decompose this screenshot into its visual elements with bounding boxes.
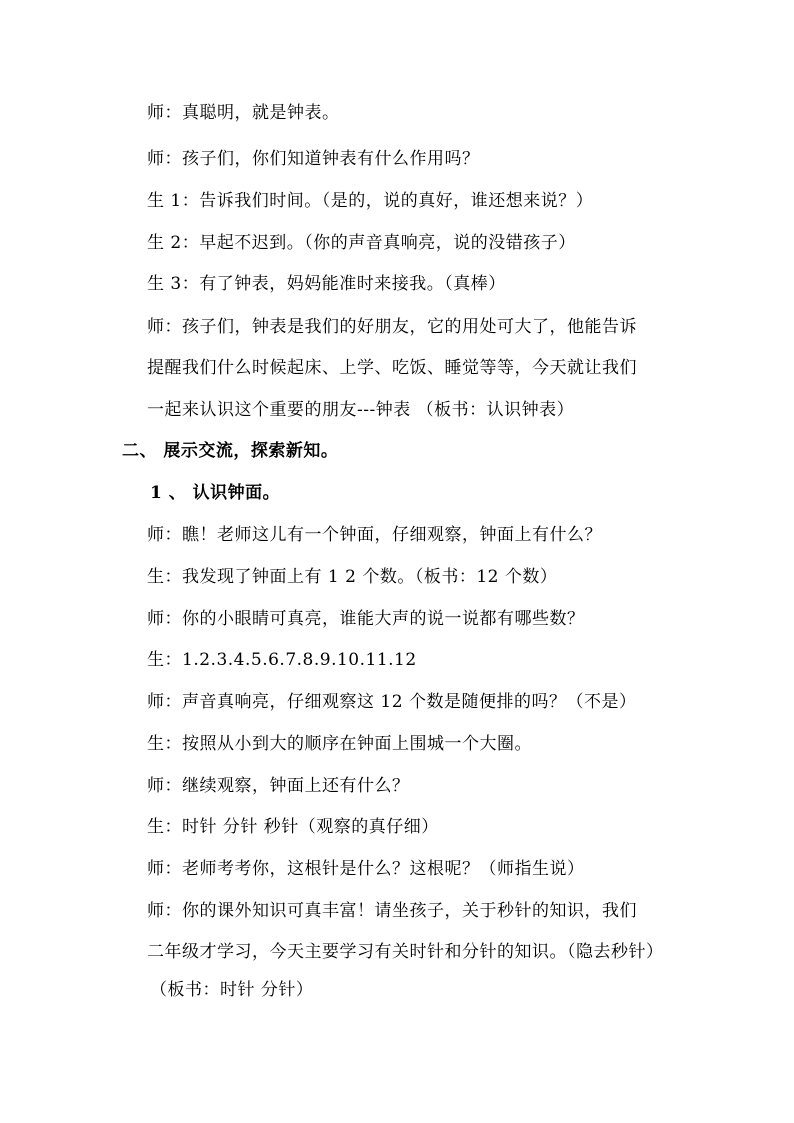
dialogue-line: 一起来认识这个重要的朋友---钟表 （板书：认识钟表） [147,400,575,420]
dialogue-line: 二年级才学习，今天主要学习有关时针和分针的知识。（隐去秒针） [147,942,664,962]
blackboard-note: （板书：时针 分针） [150,980,314,1000]
subsection-heading: 1 、 认识钟面。 [150,483,281,503]
dialogue-line: 师：孩子们，钟表是我们的好朋友，它的用处可大了，他能告诉 [147,317,637,337]
dialogue-line: 师：声音真响亮，仔细观察这 12 个数是随便排的吗？（不是） [147,692,637,712]
dialogue-line: 生：1.2.3.4.5.6.7.8.9.10.11.12 [147,650,417,670]
dialogue-line: 生：我发现了钟面上有 1 2 个数。（板书：12 个数） [147,567,558,587]
dialogue-line: 提醒我们什么时候起床、上学、吃饭、睡觉等等，今天就让我们 [147,358,637,378]
dialogue-line: 师：瞧！老师这儿有一个钟面，仔细观察，钟面上有什么？ [147,525,602,545]
dialogue-line: 师：继续观察，钟面上还有什么？ [147,776,410,796]
dialogue-line: 生：按照从小到大的顺序在钟面上围城一个大圈。 [147,734,532,754]
dialogue-line: 师：真聪明，就是钟表。 [147,103,340,123]
dialogue-line: 师：你的课外知识可真丰富！请坐孩子，关于秒针的知识，我们 [147,901,637,921]
dialogue-line: 师：老师考考你，这根针是什么？这根呢？（师指生说） [147,859,585,879]
dialogue-line: 生 3：有了钟表，妈妈能准时来接我。（真棒） [147,274,506,294]
dialogue-line: 师：孩子们，你们知道钟表有什么作用吗？ [147,149,480,169]
dialogue-line: 师：你的小眼睛可真亮，谁能大声的说一说都有哪些数？ [147,609,585,629]
dialogue-line: 生 1：告诉我们时间。（是的，说的真好，谁还想来说？） [147,191,594,211]
section-heading: 二、 展示交流，探索新知。 [122,441,339,461]
dialogue-line: 生：时针 分针 秒针（观察的真仔细） [147,817,439,837]
dialogue-line: 生 2：早起不迟到。（你的声音真响亮，说的没错孩子） [147,233,576,253]
